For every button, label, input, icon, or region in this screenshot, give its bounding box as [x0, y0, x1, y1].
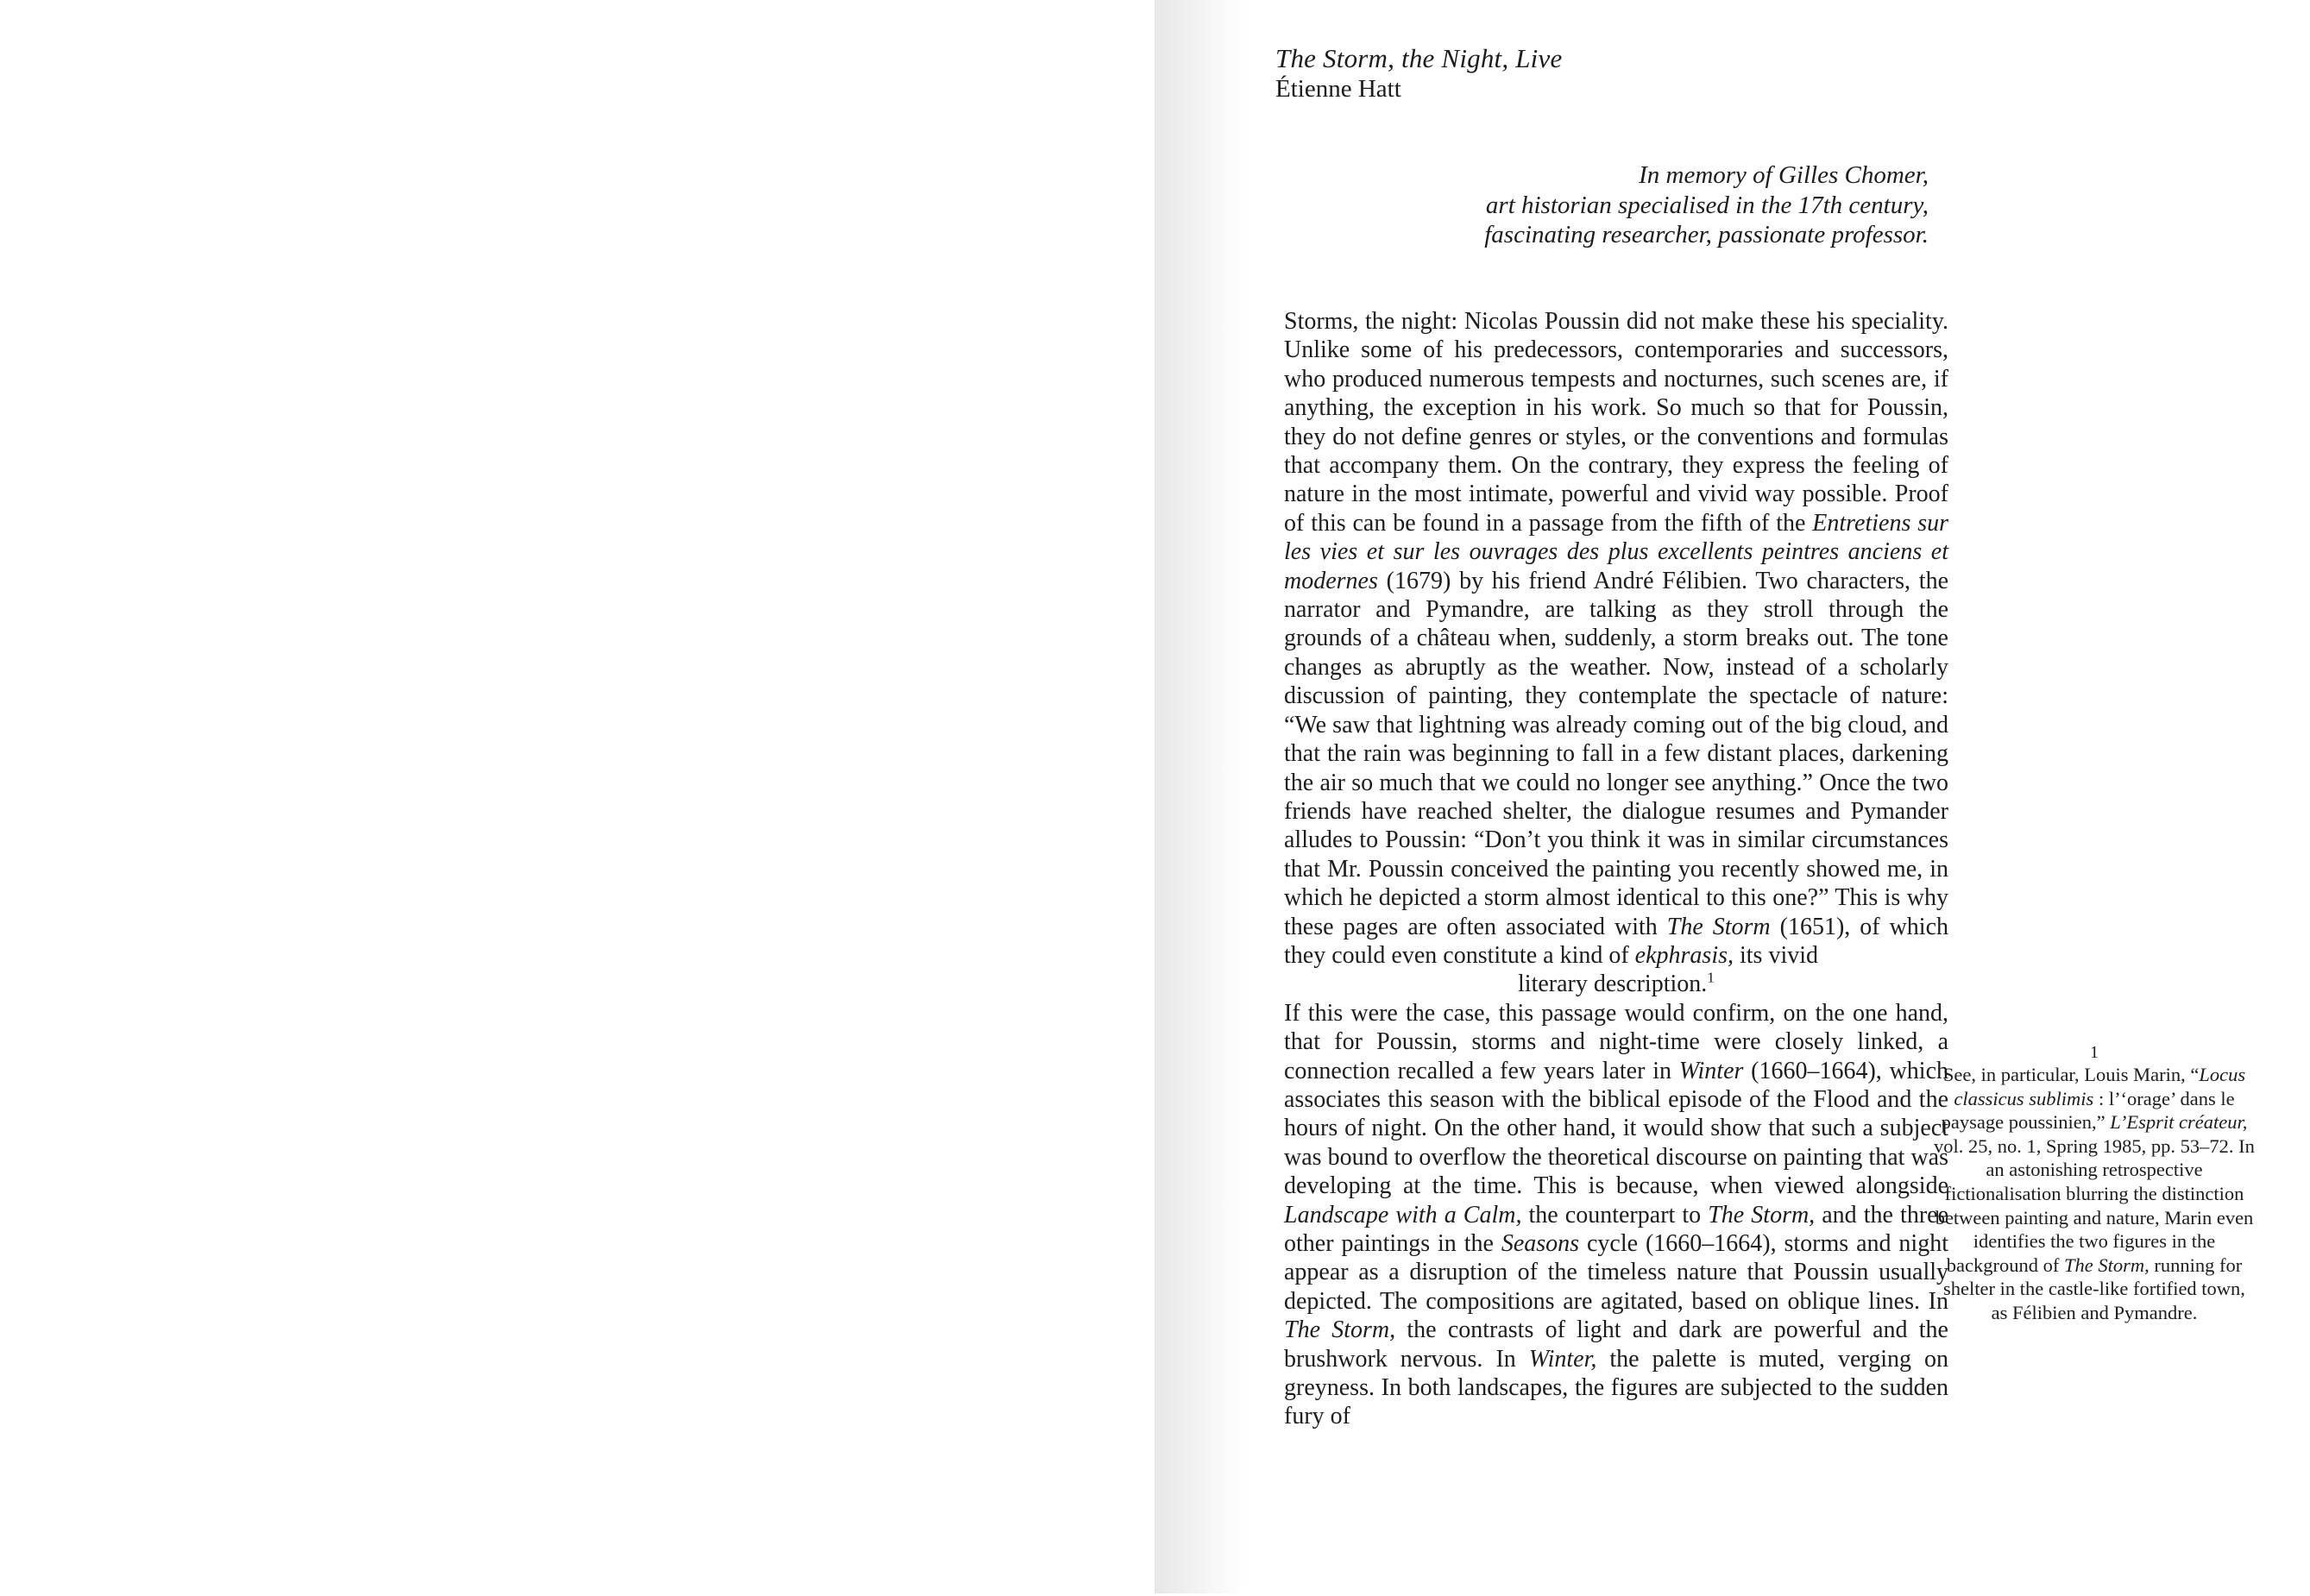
footnote-number: 1 [2090, 1043, 2099, 1062]
page-title: The Storm, the Night, Live [1275, 43, 1563, 73]
dedication-line: In memory of Gilles Chomer, [1639, 161, 1929, 189]
body-paragraph-1: Storms, the night: Nicolas Poussin did not make these his speciality. Unlike some of his predecessors, contemporaries and successors, who produced numerous tempests and nocturnes, such scenes are, if anything, the exception in his work. So much so that for Poussin, they do not define genres or styles, or the conventions and formulas that accompany them. On the contrary, they express the feeling of nature in the most intimate, powerful and vivid way possible. Proof of this can be found in a passage from the fifth of the Entretiens sur les vies et sur les ouvrages des plus excellents peintres anciens et modernes (1679) by his friend André Félibien. Two characters, the narrator and Pymandre, are talking as they stroll through the grounds of a château when, suddenly, a storm breaks out. The tone changes as abruptly as the weather. Now, instead of a scholarly discussion of painting, they contemplate the spectacle of nature: “We saw that lightning was already coming out of the big cloud, and that the rain was beginning to fall in a few distant places, darkening the air so much that we could no longer see anything.” Once the two friends have reached shelter, the dialogue resumes and Pymander alludes to Poussin: “Don’t you think it was in similar circumstances that Mr. Poussin conceived the painting you recently showed me, in which he depicted a storm almost identical to this one?” This is why these pages are often associated with The Storm (1651), of which they could even constitute a kind of ekphrasis, its vivid [1284, 308, 1949, 969]
margin-footnote [1933, 1042, 2256, 1325]
article-body [1284, 307, 1948, 1431]
page-author: Étienne Hatt [1275, 75, 1401, 103]
body-paragraph-1-lastline: literary description.$^1$ [1518, 970, 1715, 998]
footnote-text: See, in particular, Louis Marin, “Locus classicus sublimis : l’‘orage’ dans le paysage poussinien,” L’Esprit créateur, vol. 25, no. 1, Spring 1985, pp. 53–72. In an astonishing retrospective fictionalisation blurring the distinction between painting and nature, Marin even identifies the two figures in the background of The Storm, running for shelter in the castle-like fortified town, as Félibien and Pymandre. [1934, 1064, 2255, 1323]
dedication [1467, 160, 1929, 250]
gutter-fold-shadow [1155, 0, 1246, 1593]
dedication-line: art historian specialised in the 17th century, [1485, 191, 1929, 219]
article-header [1275, 43, 1562, 104]
dedication-line: fascinating researcher, passionate professor. [1484, 221, 1929, 248]
body-paragraph-2: If this were the case, this passage would confirm, on the one hand, that for Poussin, storms and night-time were closely linked, a connection recalled a few years later in Winter (1660–1664), which associates this season with the biblical episode of the Flood and the hours of night. On the other hand, it would show that such a subject was bound to overflow the theoretical discourse on painting that was developing at the time. This is because, when viewed alongside Landscape with a Calm, the counterpart to The Storm, and the three other paintings in the Seasons cycle (1660–1664), storms and night appear as a disruption of the timeless nature that Poussin usually depicted. The compositions are agitated, based on oblique lines. In The Storm, the contrasts of light and dark are powerful and the brushwork nervous. In Winter, the palette is muted, verging on greyness. In both landscapes, the figures are subjected to the sudden fury of [1284, 999, 1948, 1430]
